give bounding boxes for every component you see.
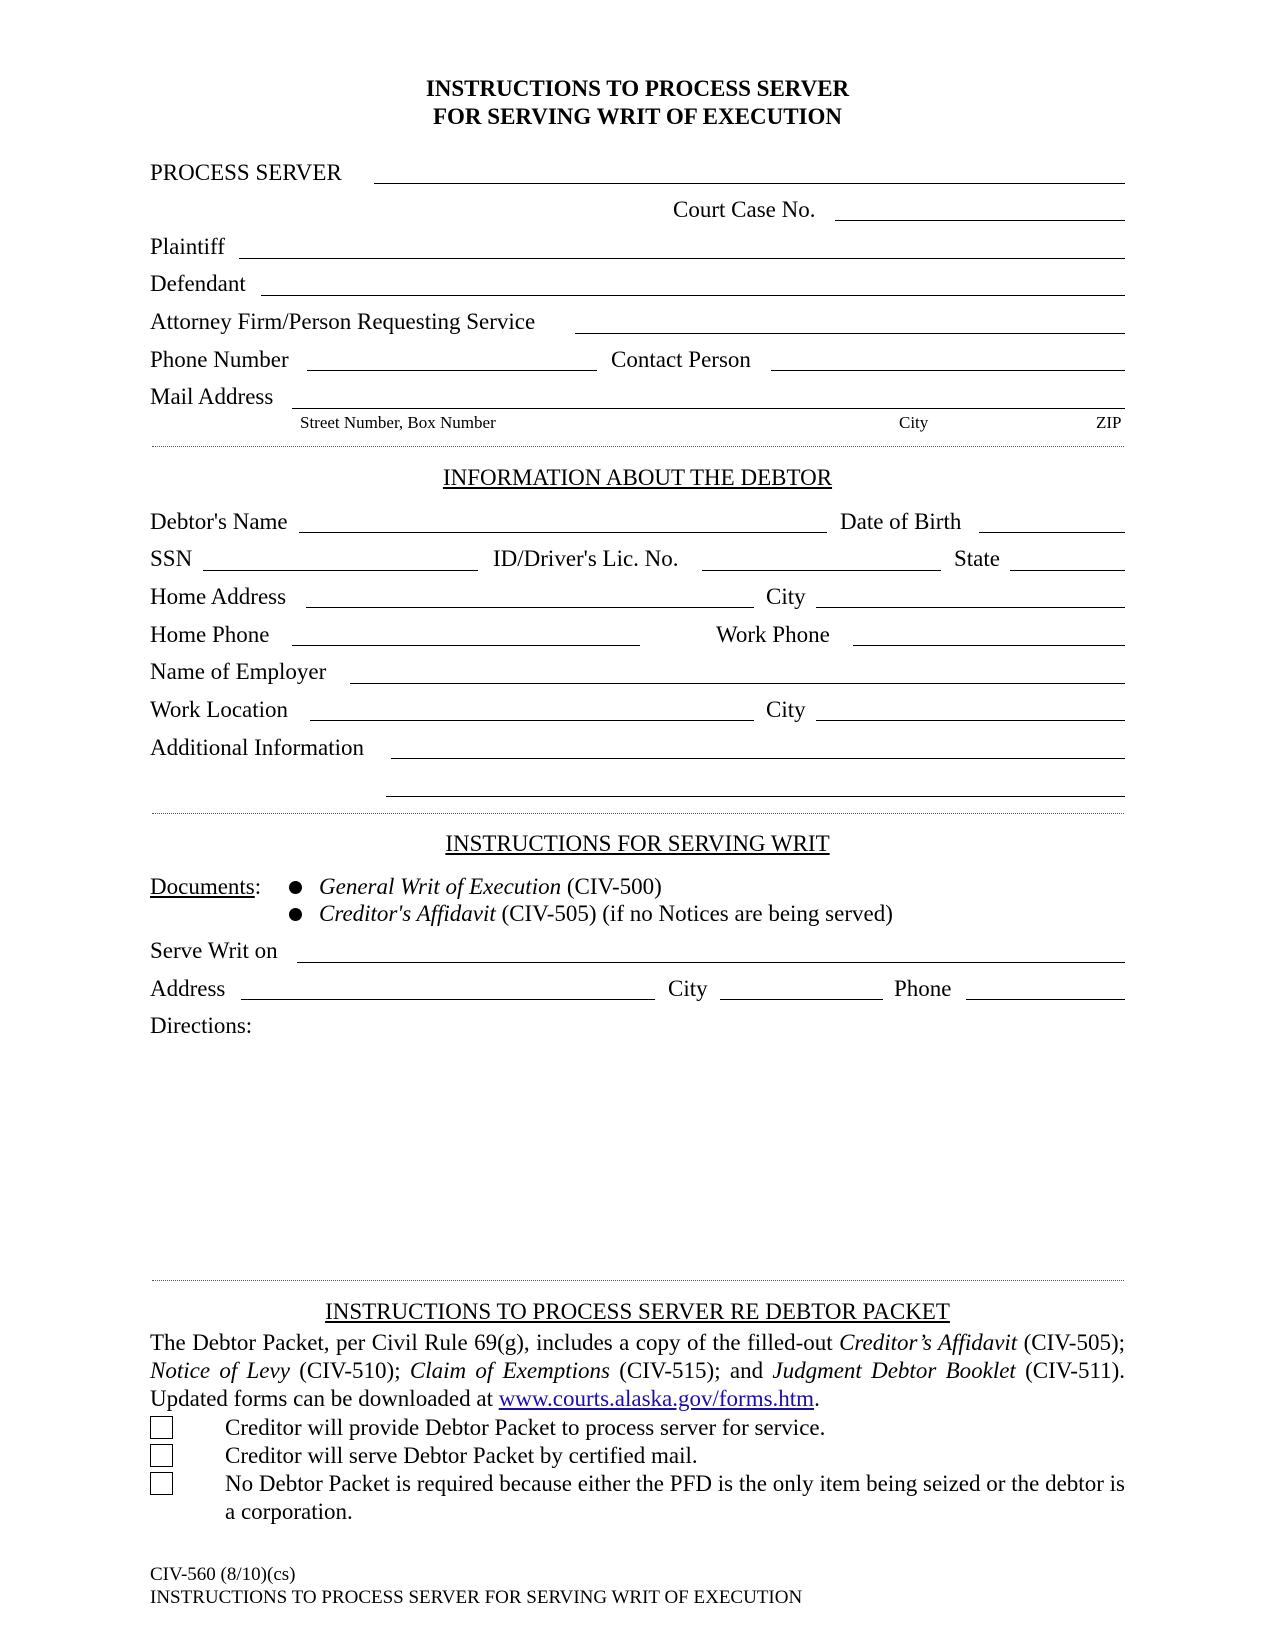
packet-option-1 (150, 1414, 1125, 1442)
section-divider (152, 1280, 1124, 1281)
additional-info-input-2[interactable] (390, 773, 1123, 797)
street-caption: Street Number, Box Number (300, 413, 496, 432)
debtor-section-heading: INFORMATION ABOUT THE DEBTOR (442, 465, 833, 490)
state-label: State (954, 546, 1000, 571)
bullet-icon (289, 881, 302, 894)
defendant-label: Defendant (150, 271, 246, 296)
bullet-icon (289, 908, 302, 921)
packet-option-3 (150, 1470, 1125, 1526)
serve-city-label: City (668, 976, 708, 1001)
footer-form-title: INSTRUCTIONS TO PROCESS SERVER FOR SERVING WRIT OF EXECUTION (150, 1587, 803, 1608)
packet-option-1-text: Creditor will provide Debtor Packet to process server for service. (225, 1415, 826, 1440)
mail-address-label: Mail Address (150, 384, 274, 409)
work-city-label: City (766, 697, 806, 722)
packet-claim-of-exemptions: Claim of Exemptions (409, 1358, 610, 1383)
ssn-label: SSN (150, 546, 193, 571)
plaintiff-label: Plaintiff (150, 234, 225, 259)
mail-address-input[interactable] (296, 384, 1123, 408)
phone-number-label: Phone Number (150, 347, 289, 372)
home-city-label: City (766, 584, 806, 609)
ssn-line (203, 570, 478, 571)
packet-creditors-affidavit: Creditor’s Affidavit (839, 1330, 1018, 1355)
attorney-label: Attorney Firm/Person Requesting Service (150, 309, 536, 334)
serve-writ-on-line (297, 962, 1125, 963)
packet-text-1: The Debtor Packet, per Civil Rule 69(g), includes a copy of the filled-out (150, 1330, 840, 1355)
home-address-input[interactable] (310, 584, 752, 608)
city-caption: City (899, 413, 929, 432)
documents-colon: : (254, 874, 262, 899)
directions-textarea[interactable] (150, 1046, 1129, 1270)
attorney-line (575, 333, 1125, 334)
mail-address-line (292, 408, 1125, 409)
packet-option-2-checkbox[interactable] (150, 1444, 173, 1467)
process-server-label: PROCESS SERVER (150, 160, 342, 185)
court-case-no-label: Court Case No. (673, 197, 816, 222)
packet-option-3-checkbox[interactable] (150, 1472, 173, 1495)
employer-line (350, 683, 1125, 684)
work-location-input[interactable] (314, 697, 752, 721)
section-divider (152, 446, 1124, 447)
form-title-line-2: FOR SERVING WRIT OF EXECUTION (432, 104, 842, 129)
home-phone-label: Home Phone (150, 622, 270, 647)
documents-label (150, 875, 261, 898)
plaintiff-input[interactable] (243, 234, 1123, 258)
contact-person-label: Contact Person (611, 347, 751, 372)
work-phone-input[interactable] (857, 622, 1123, 646)
work-city-input[interactable] (820, 697, 1123, 721)
state-line (1010, 570, 1125, 571)
packet-option-2-text: Creditor will serve Debtor Packet by certified mail. (225, 1443, 698, 1468)
serve-address-input[interactable] (245, 976, 653, 1000)
serving-section-heading: INSTRUCTIONS FOR SERVING WRIT (445, 831, 830, 856)
packet-text-2: (CIV-505); (1017, 1330, 1126, 1355)
document-1-title: General Writ of Execution (319, 874, 562, 899)
packet-text-4: (CIV-515); and (609, 1358, 773, 1383)
documents-label-text: Documents (150, 874, 255, 899)
footer-form-id: CIV-560 (8/10)(cs) (150, 1564, 296, 1585)
debtor-name-input[interactable] (303, 509, 825, 533)
packet-option-1-checkbox[interactable] (150, 1416, 173, 1439)
process-server-input[interactable] (378, 160, 1123, 184)
employer-label: Name of Employer (150, 659, 327, 684)
court-case-no-input[interactable] (839, 197, 1123, 221)
serve-writ-on-input[interactable] (301, 938, 1123, 962)
packet-text-5: (CIV-511). Updated forms can be downloaded at (150, 1358, 1125, 1411)
id-license-line (702, 570, 941, 571)
document-1 (319, 875, 662, 898)
directions-label: Directions: (150, 1013, 253, 1038)
packet-option-2 (150, 1442, 1125, 1470)
work-phone-label: Work Phone (716, 622, 830, 647)
packet-judgment-debtor-booklet: Judgment Debtor Booklet (772, 1358, 1016, 1383)
packet-option-3-text: No Debtor Packet is required because either the PFD is the only item being seized or the debtor is a corporation. (225, 1471, 1125, 1524)
date-of-birth-label: Date of Birth (840, 509, 962, 534)
document-2-suffix: (CIV-505) (if no Notices are being served) (495, 901, 893, 926)
form-title-line-1: INSTRUCTIONS TO PROCESS SERVER (425, 76, 850, 101)
serve-writ-on-label: Serve Writ on (150, 938, 278, 963)
section-divider (152, 813, 1124, 814)
defendant-line (261, 295, 1125, 296)
plaintiff-line (239, 258, 1125, 259)
packet-notice-of-levy: Notice of Levy (150, 1358, 290, 1383)
document-1-suffix: (CIV-500) (561, 874, 662, 899)
packet-text-3: (CIV-510); (289, 1358, 410, 1383)
employer-input[interactable] (354, 659, 1123, 683)
additional-info-input-1[interactable] (395, 735, 1123, 759)
serve-phone-input[interactable] (970, 976, 1123, 1000)
serve-phone-label: Phone (894, 976, 952, 1001)
home-phone-input[interactable] (296, 622, 638, 646)
contact-person-input[interactable] (775, 347, 1123, 371)
forms-link[interactable]: www.courts.alaska.gov/forms.htm (498, 1386, 815, 1411)
state-input[interactable] (1014, 546, 1123, 570)
document-2 (319, 902, 893, 925)
home-address-label: Home Address (150, 584, 287, 609)
document-2-title: Creditor's Affidavit (319, 901, 496, 926)
id-license-input[interactable] (706, 546, 939, 570)
additional-info-label: Additional Information (150, 735, 364, 760)
ssn-input[interactable] (207, 546, 476, 570)
date-of-birth-input[interactable] (983, 509, 1123, 533)
packet-text-6: . (814, 1386, 820, 1411)
packet-paragraph (150, 1329, 1125, 1413)
home-city-input[interactable] (820, 584, 1123, 608)
id-license-label: ID/Driver's Lic. No. (493, 546, 679, 571)
zip-caption: ZIP (1096, 413, 1122, 432)
packet-section-heading: INSTRUCTIONS TO PROCESS SERVER RE DEBTOR PACKET (325, 1299, 950, 1324)
attorney-input[interactable] (579, 309, 1123, 333)
defendant-input[interactable] (265, 271, 1123, 295)
debtor-name-label: Debtor's Name (150, 509, 288, 534)
serve-city-input[interactable] (724, 976, 881, 1000)
work-location-label: Work Location (150, 697, 289, 722)
serve-address-label: Address (150, 976, 226, 1001)
phone-number-input[interactable] (311, 347, 595, 371)
